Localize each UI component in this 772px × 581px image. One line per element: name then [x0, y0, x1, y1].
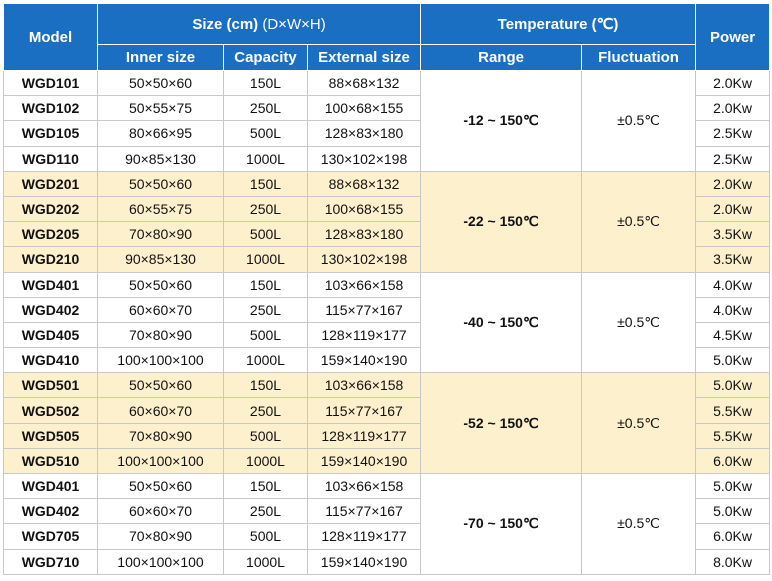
external-size-cell: 128×119×177: [308, 423, 421, 448]
model-cell: WGD402: [4, 297, 98, 322]
model-cell: WGD201: [4, 171, 98, 196]
inner-size-cell: 70×80×90: [98, 222, 224, 247]
model-cell: WGD410: [4, 348, 98, 373]
spec-table: [3, 3, 770, 575]
table-row: [4, 171, 770, 196]
fluctuation-cell: ±0.5℃: [582, 71, 696, 172]
model-cell: WGD202: [4, 196, 98, 221]
capacity-cell: 500L: [224, 322, 308, 347]
capacity-cell: 250L: [224, 499, 308, 524]
capacity-cell: 150L: [224, 171, 308, 196]
capacity-cell: 1000L: [224, 247, 308, 272]
model-cell: WGD205: [4, 222, 98, 247]
capacity-cell: 1000L: [224, 549, 308, 574]
power-cell: 3.5Kw: [696, 247, 770, 272]
fluctuation-cell: ±0.5℃: [582, 272, 696, 373]
header-size-group: [98, 4, 421, 45]
range-cell: -52 ~ 150℃: [421, 373, 582, 474]
external-size-cell: 128×83×180: [308, 121, 421, 146]
power-cell: 4.0Kw: [696, 272, 770, 297]
table-row: [4, 474, 770, 499]
capacity-cell: 150L: [224, 272, 308, 297]
power-cell: 2.0Kw: [696, 96, 770, 121]
external-size-cell: 115×77×167: [308, 499, 421, 524]
header-power: Power: [696, 4, 770, 71]
capacity-cell: 1000L: [224, 146, 308, 171]
inner-size-cell: 100×100×100: [98, 448, 224, 473]
external-size-cell: 100×68×155: [308, 196, 421, 221]
power-cell: 5.5Kw: [696, 398, 770, 423]
model-cell: WGD101: [4, 71, 98, 96]
external-size-cell: 115×77×167: [308, 398, 421, 423]
model-cell: WGD405: [4, 322, 98, 347]
inner-size-cell: 50×55×75: [98, 96, 224, 121]
inner-size-cell: 60×55×75: [98, 196, 224, 221]
external-size-cell: 159×140×190: [308, 448, 421, 473]
header-temperature-group: Temperature (℃): [421, 4, 696, 45]
header-inner-size: Inner size: [98, 45, 224, 71]
power-cell: 5.0Kw: [696, 499, 770, 524]
header-size-label: Size (cm): [192, 15, 259, 33]
table-row: [4, 272, 770, 297]
external-size-cell: 88×68×132: [308, 71, 421, 96]
table-row: [4, 373, 770, 398]
capacity-cell: 150L: [224, 474, 308, 499]
table-body: [4, 71, 770, 575]
capacity-cell: 1000L: [224, 448, 308, 473]
inner-size-cell: 50×50×60: [98, 272, 224, 297]
power-cell: 5.5Kw: [696, 423, 770, 448]
model-cell: WGD401: [4, 474, 98, 499]
external-size-cell: 159×140×190: [308, 348, 421, 373]
power-cell: 2.0Kw: [696, 171, 770, 196]
inner-size-cell: 50×50×60: [98, 474, 224, 499]
external-size-cell: 103×66×158: [308, 373, 421, 398]
external-size-cell: 159×140×190: [308, 549, 421, 574]
header-fluctuation: Fluctuation: [582, 45, 696, 71]
header-range: Range: [421, 45, 582, 71]
model-cell: WGD710: [4, 549, 98, 574]
inner-size-cell: 60×60×70: [98, 297, 224, 322]
capacity-cell: 500L: [224, 121, 308, 146]
capacity-cell: 250L: [224, 96, 308, 121]
power-cell: 6.0Kw: [696, 524, 770, 549]
range-cell: -22 ~ 150℃: [421, 171, 582, 272]
fluctuation-cell: ±0.5℃: [582, 474, 696, 575]
inner-size-cell: 50×50×60: [98, 373, 224, 398]
inner-size-cell: 80×66×95: [98, 121, 224, 146]
inner-size-cell: 90×85×130: [98, 247, 224, 272]
capacity-cell: 150L: [224, 373, 308, 398]
capacity-cell: 500L: [224, 524, 308, 549]
capacity-cell: 1000L: [224, 348, 308, 373]
fluctuation-cell: ±0.5℃: [582, 171, 696, 272]
inner-size-cell: 50×50×60: [98, 171, 224, 196]
power-cell: 2.5Kw: [696, 146, 770, 171]
capacity-cell: 250L: [224, 398, 308, 423]
power-cell: 6.0Kw: [696, 448, 770, 473]
external-size-cell: 128×119×177: [308, 322, 421, 347]
external-size-cell: 103×66×158: [308, 272, 421, 297]
power-cell: 4.0Kw: [696, 297, 770, 322]
inner-size-cell: 60×60×70: [98, 398, 224, 423]
model-cell: WGD102: [4, 96, 98, 121]
external-size-cell: 115×77×167: [308, 297, 421, 322]
model-cell: WGD110: [4, 146, 98, 171]
external-size-cell: 130×102×198: [308, 247, 421, 272]
header-size-unit: (D×W×H): [262, 15, 326, 33]
range-cell: -70 ~ 150℃: [421, 474, 582, 575]
model-cell: WGD510: [4, 448, 98, 473]
external-size-cell: 128×83×180: [308, 222, 421, 247]
model-cell: WGD402: [4, 499, 98, 524]
inner-size-cell: 50×50×60: [98, 71, 224, 96]
inner-size-cell: 90×85×130: [98, 146, 224, 171]
model-cell: WGD105: [4, 121, 98, 146]
external-size-cell: 130×102×198: [308, 146, 421, 171]
header-model: Model: [4, 4, 98, 71]
inner-size-cell: 70×80×90: [98, 423, 224, 448]
inner-size-cell: 70×80×90: [98, 524, 224, 549]
model-cell: WGD401: [4, 272, 98, 297]
capacity-cell: 500L: [224, 222, 308, 247]
range-cell: -40 ~ 150℃: [421, 272, 582, 373]
model-cell: WGD502: [4, 398, 98, 423]
table-header: [4, 4, 770, 71]
power-cell: 2.0Kw: [696, 196, 770, 221]
model-cell: WGD501: [4, 373, 98, 398]
capacity-cell: 250L: [224, 196, 308, 221]
power-cell: 2.5Kw: [696, 121, 770, 146]
power-cell: 3.5Kw: [696, 222, 770, 247]
inner-size-cell: 100×100×100: [98, 549, 224, 574]
fluctuation-cell: ±0.5℃: [582, 373, 696, 474]
capacity-cell: 250L: [224, 297, 308, 322]
power-cell: 5.0Kw: [696, 348, 770, 373]
power-cell: 4.5Kw: [696, 322, 770, 347]
inner-size-cell: 70×80×90: [98, 322, 224, 347]
capacity-cell: 500L: [224, 423, 308, 448]
header-capacity: Capacity: [224, 45, 308, 71]
inner-size-cell: 60×60×70: [98, 499, 224, 524]
table-row: [4, 71, 770, 96]
model-cell: WGD210: [4, 247, 98, 272]
external-size-cell: 103×66×158: [308, 474, 421, 499]
external-size-cell: 100×68×155: [308, 96, 421, 121]
power-cell: 2.0Kw: [696, 71, 770, 96]
inner-size-cell: 100×100×100: [98, 348, 224, 373]
power-cell: 8.0Kw: [696, 549, 770, 574]
external-size-cell: 128×119×177: [308, 524, 421, 549]
header-external-size: External size: [308, 45, 421, 71]
range-cell: -12 ~ 150℃: [421, 71, 582, 172]
power-cell: 5.0Kw: [696, 474, 770, 499]
model-cell: WGD705: [4, 524, 98, 549]
power-cell: 5.0Kw: [696, 373, 770, 398]
model-cell: WGD505: [4, 423, 98, 448]
external-size-cell: 88×68×132: [308, 171, 421, 196]
capacity-cell: 150L: [224, 71, 308, 96]
